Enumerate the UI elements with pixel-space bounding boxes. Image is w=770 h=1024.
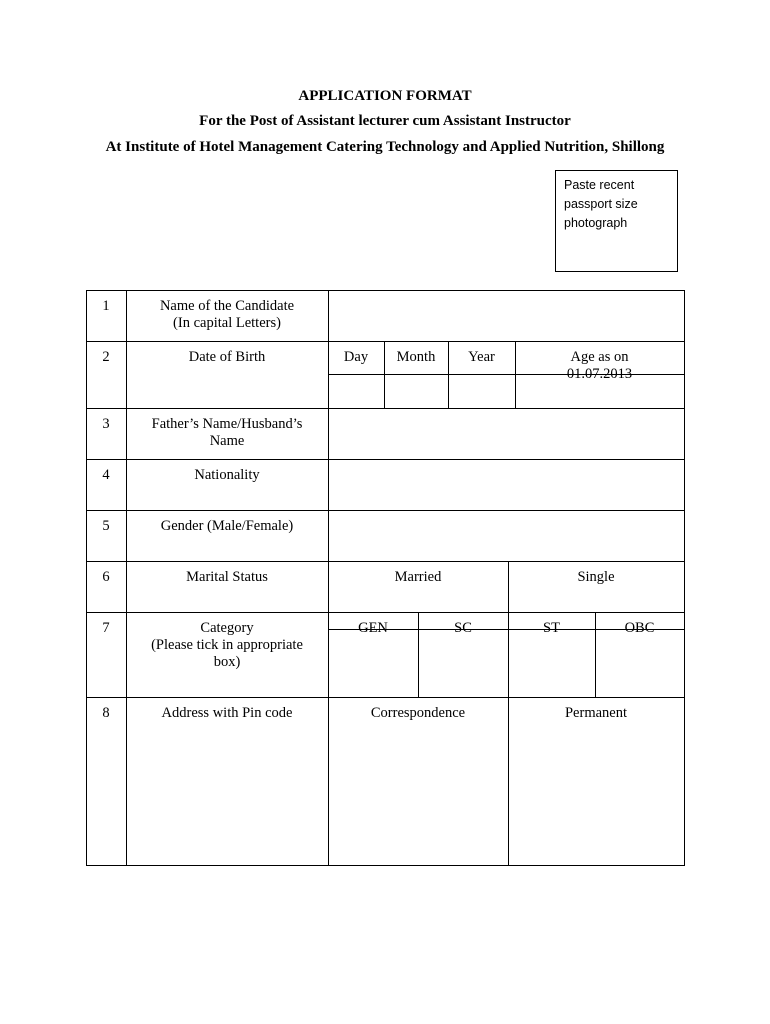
- address-label: Address with Pin code: [161, 705, 293, 721]
- category-obc-header: OBC: [624, 620, 655, 636]
- row-number: 4: [102, 467, 110, 483]
- nationality-label: Nationality: [194, 467, 260, 483]
- nationality-input[interactable]: [329, 460, 684, 510]
- table-border-right: [684, 290, 685, 866]
- dob-month-input[interactable]: [385, 375, 448, 408]
- photo-box[interactable]: [555, 170, 678, 272]
- name-label-line1: Name of the Candidate: [159, 298, 295, 314]
- dob-day-input[interactable]: [329, 375, 384, 408]
- dob-day-header: Day: [343, 349, 369, 365]
- gender-label: Gender (Male/Female): [160, 518, 294, 534]
- photo-line-2: passport size: [564, 197, 638, 211]
- category-label-line2: (Please tick in appropriate: [151, 637, 303, 653]
- category-obc-checkbox[interactable]: [596, 630, 684, 697]
- name-label: [126, 290, 328, 332]
- form-title: APPLICATION FORMAT: [298, 88, 472, 104]
- age-header-line1: Age as on: [570, 349, 629, 365]
- marital-single-option[interactable]: Single: [577, 569, 615, 585]
- marital-status-label: Marital Status: [186, 569, 268, 585]
- father-name-label: [126, 408, 328, 450]
- age-header-line2: 01.07.2013: [566, 366, 633, 382]
- table-border-bottom: [86, 865, 685, 866]
- row-number: 2: [102, 349, 110, 365]
- row-number: 3: [102, 416, 110, 432]
- father-name-label-line2: Name: [209, 433, 245, 449]
- address-correspondence-header: Correspondence: [370, 705, 466, 721]
- photo-line-3: photograph: [564, 216, 628, 230]
- row-number: 6: [102, 569, 110, 585]
- row-number: 1: [102, 298, 110, 314]
- address-permanent-input[interactable]: [509, 718, 684, 865]
- father-name-input[interactable]: [329, 409, 684, 459]
- post-subtitle: For the Post of Assistant lecturer cum Assistant Instructor: [199, 113, 571, 129]
- row-number: 7: [102, 620, 110, 636]
- name-input-cell[interactable]: [329, 291, 684, 341]
- category-sc-header: SC: [454, 620, 472, 636]
- institute-subtitle: At Institute of Hotel Management Catering Technology and Applied Nutrition, Shillong: [105, 139, 665, 155]
- category-sc-checkbox[interactable]: [419, 630, 508, 697]
- father-name-label-line1: Father’s Name/Husband’s: [151, 416, 303, 432]
- address-permanent-header: Permanent: [564, 705, 627, 721]
- category-label: [126, 612, 328, 671]
- name-label-line2: (In capital Letters): [173, 315, 281, 331]
- category-label-line1: Category: [200, 620, 254, 636]
- dob-year-input[interactable]: [449, 375, 515, 408]
- row-number: 5: [102, 518, 110, 534]
- photo-line-1: Paste recent: [564, 178, 635, 192]
- category-st-header: ST: [543, 620, 560, 636]
- dob-month-header: Month: [396, 349, 436, 365]
- row-number: 8: [102, 705, 110, 721]
- age-input[interactable]: [516, 375, 684, 408]
- category-gen-checkbox[interactable]: [329, 630, 418, 697]
- dob-year-header: Year: [468, 349, 495, 365]
- marital-married-option[interactable]: Married: [394, 569, 442, 585]
- address-correspondence-input[interactable]: [329, 718, 508, 865]
- category-gen-header: GEN: [358, 620, 388, 636]
- category-label-line3: box): [213, 654, 241, 670]
- category-st-checkbox[interactable]: [509, 630, 595, 697]
- dob-label: Date of Birth: [188, 349, 266, 365]
- gender-input[interactable]: [329, 511, 684, 561]
